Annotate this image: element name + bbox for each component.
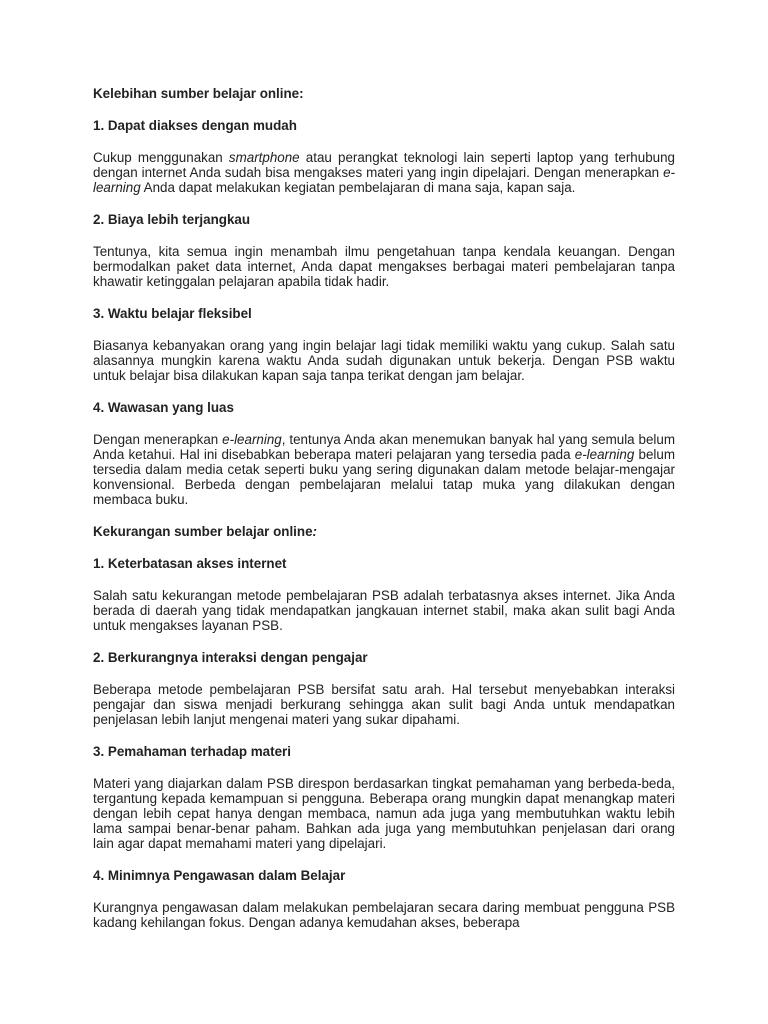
text-run: Cukup menggunakan (93, 150, 229, 165)
advantage-4-title: 4. Wawasan yang luas (93, 400, 234, 415)
italic-term: smartphone (228, 150, 300, 165)
advantage-2-title: 2. Biaya lebih terjangkau (93, 212, 251, 227)
text-run: Materi yang diajarkan dalam PSB direspon berdasarkan tingkat pemahaman yang berbeda-beda, tergantung kepada kemampuan si pengguna. Beberapa orang mungkin dapat menangkap materi dengan lebih cepat hanya dengan membaca, namun ada juga yang membutuhkan waktu lebih lama sampai benar-benar paham. Bahkan ada juga yang membutuhkan penjelasan dari orang lain agar dapat memahami materi yang dipelajari. (93, 776, 675, 851)
document-page (93, 86, 675, 947)
disadvantage-3-paragraph (93, 776, 675, 851)
text-run: Biasanya kebanyakan orang yang ingin belajar lagi tidak memiliki waktu yang cukup. Salah satu alasannya mungkin karena waktu Anda sudah digunakan untuk bekerja. Dengan PSB waktu untuk belajar bisa dilakukan kapan saja tanpa terikat dengan jam belajar. (93, 338, 675, 383)
text-run: Beberapa metode pembelajaran PSB bersifat satu arah. Hal tersebut menyebabkan interaksi pengajar dan siswa menjadi berkurang sehingga akan sulit bagi Anda untuk mendapatkan penjelasan lebih lanjut mengenai materi yang sukar dipahami. (93, 682, 675, 727)
disadvantage-1-title: 1. Keterbatasan akses internet (93, 556, 287, 571)
advantage-4-paragraph (93, 432, 675, 507)
italic-term: e-learning (574, 447, 635, 462)
disadvantages-heading-text: Kekurangan sumber belajar online (93, 524, 313, 539)
advantage-1-paragraph (93, 150, 675, 195)
disadvantage-3-title: 3. Pemahaman terhadap materi (93, 744, 291, 759)
disadvantage-4-paragraph (93, 900, 675, 930)
advantage-2-paragraph (93, 244, 675, 289)
advantage-3-title: 3. Waktu belajar fleksibel (93, 306, 252, 321)
text-run: Dengan menerapkan (93, 432, 223, 447)
text-run: Tentunya, kita semua ingin menambah ilmu pengetahuan tanpa kendala keuangan. Dengan bermodalkan paket data internet, Anda dapat mengakses berbagai materi pembelajaran tanpa khawatir ketinggalan pelajaran apabila tidak hadir. (93, 244, 675, 289)
italic-term: e-learning (93, 165, 675, 195)
disadvantage-2-paragraph (93, 682, 675, 727)
disadvantages-heading (93, 524, 675, 539)
advantages-heading: Kelebihan sumber belajar online: (93, 86, 304, 101)
advantage-3-paragraph (93, 338, 675, 383)
disadvantage-1-paragraph (93, 588, 675, 633)
text-run: , tentunya Anda akan menemukan banyak hal yang semula belum Anda ketahui. Hal ini disebabkan beberapa materi pelajaran yang tersedia pada (93, 432, 675, 462)
advantage-1-title: 1. Dapat diakses dengan mudah (93, 118, 297, 133)
text-run: Salah satu kekurangan metode pembelajaran PSB adalah terbatasnya akses internet. Jika Anda berada di daerah yang tidak mendapatkan jangkauan internet stabil, maka akan sulit bagi Anda untuk mengakses layanan PSB. (93, 588, 675, 633)
text-run: Anda dapat melakukan kegiatan pembelajaran di mana saja, kapan saja. (140, 180, 576, 195)
text-run: Kurangnya pengawasan dalam melakukan pembelajaran secara daring membuat pengguna PSB kadang kehilangan fokus. Dengan adanya kemudahan akses, beberapa (93, 900, 675, 930)
disadvantage-2-title: 2. Berkurangnya interaksi dengan pengajar (93, 650, 368, 665)
italic-term: e-learning (222, 432, 282, 447)
text-run: belum tersedia dalam media cetak seperti buku yang sering digunakan dalam metode belajar-mengajar konvensional. Berbeda dengan pembelajaran melalui tatap muka yang dilakukan dengan membaca buku. (93, 447, 675, 507)
disadvantage-4-title: 4. Minimnya Pengawasan dalam Belajar (93, 868, 346, 883)
disadvantages-heading-colon: : (312, 524, 317, 539)
text-run: atau perangkat teknologi lain seperti laptop yang terhubung dengan internet Anda sudah bisa mengakses materi yang ingin dipelajari. Dengan menerapkan (93, 150, 675, 180)
